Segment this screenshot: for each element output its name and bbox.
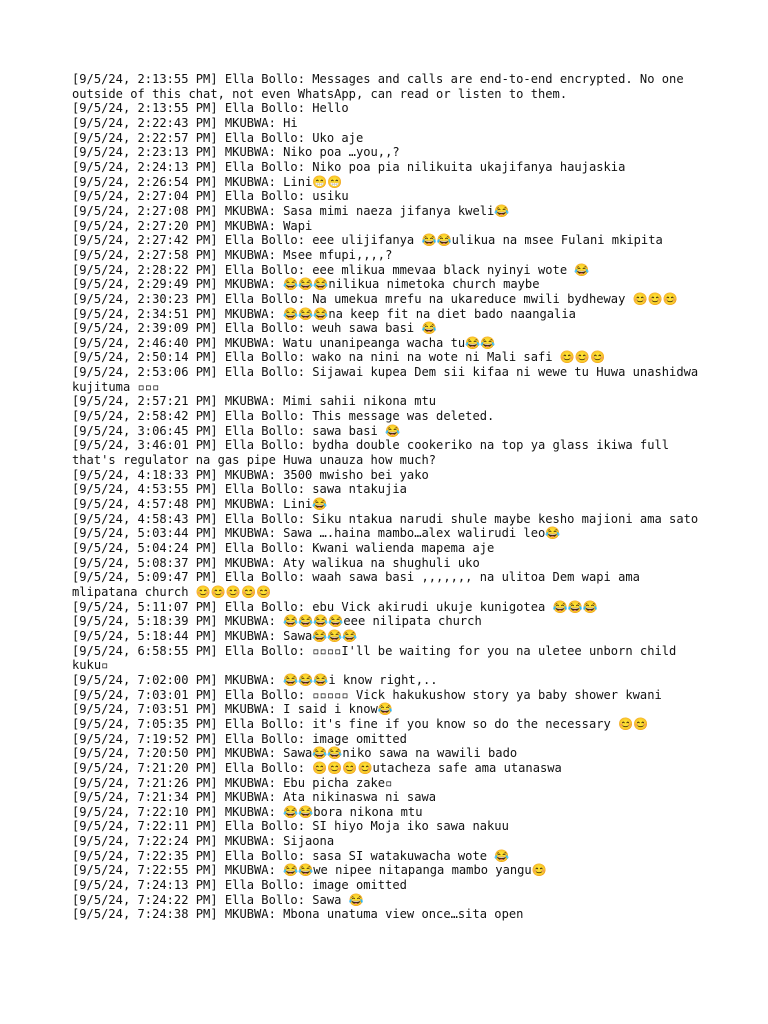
chat-line: [9/5/24, 2:24:13 PM] Ella Bollo: Niko poa pia nilikuita ukajifanya haujaskia bbox=[72, 159, 626, 174]
chat-line: [9/5/24, 7:05:35 PM] Ella Bollo: it's fine if you know so do the necessary 😊😊 bbox=[72, 716, 649, 731]
chat-line: [9/5/24, 2:58:42 PM] Ella Bollo: This message was deleted. bbox=[72, 409, 495, 424]
chat-line: [9/5/24, 7:02:00 PM] MKUBWA: 😂😂😂i know right,.. bbox=[72, 672, 438, 687]
chat-line: [9/5/24, 7:20:50 PM] MKUBWA: Sawa😂😂niko sawa na wawili bado bbox=[72, 746, 518, 761]
chat-line: [9/5/24, 2:26:54 PM] MKUBWA: Lini😁😁 bbox=[72, 174, 343, 189]
chat-line: [9/5/24, 2:27:04 PM] Ella Bollo: usiku bbox=[72, 189, 349, 204]
chat-line: [9/5/24, 7:22:10 PM] MKUBWA: 😂😂bora nikona mtu bbox=[72, 804, 423, 819]
chat-line: [9/5/24, 3:06:45 PM] Ella Bollo: sawa basi 😂 bbox=[72, 423, 401, 438]
chat-line: [9/5/24, 4:53:55 PM] Ella Bollo: sawa ntakujia bbox=[72, 482, 407, 497]
chat-line: [9/5/24, 2:30:23 PM] Ella Bollo: Na umekua mrefu na ukareduce mwili bydheway 😊😊😊 bbox=[72, 291, 678, 306]
chat-line: [9/5/24, 2:13:55 PM] Ella Bollo: Hello bbox=[72, 101, 349, 116]
chat-transcript bbox=[72, 72, 708, 922]
chat-line: [9/5/24, 5:09:47 PM] Ella Bollo: waah sawa basi ,,,,,,, na ulitoa Dem wapi ama mlipatana church 😊😊😊😊😊 bbox=[72, 570, 648, 599]
chat-line: [9/5/24, 2:57:21 PM] MKUBWA: Mimi sahii nikona mtu bbox=[72, 394, 437, 409]
chat-line: [9/5/24, 7:24:22 PM] Ella Bollo: Sawa 😂 bbox=[72, 892, 364, 907]
chat-line: [9/5/24, 6:58:55 PM] Ella Bollo: ▫▫▫▫I'll be waiting for you na uletee unborn child kuku▫ bbox=[72, 643, 684, 673]
chat-line: [9/5/24, 2:27:20 PM] MKUBWA: Wapi bbox=[72, 218, 313, 233]
chat-line: [9/5/24, 2:27:08 PM] MKUBWA: Sasa mimi naeza jifanya kweli😂 bbox=[72, 203, 510, 218]
chat-line: [9/5/24, 7:22:55 PM] MKUBWA: 😂😂we nipee nitapanga mambo yangu😊 bbox=[72, 863, 547, 878]
chat-line: [9/5/24, 7:03:01 PM] Ella Bollo: ▫▫▫▫▫ Vick hakukushow story ya baby shower kwani bbox=[72, 687, 662, 702]
chat-line: [9/5/24, 5:18:44 PM] MKUBWA: Sawa😂😂😂 bbox=[72, 628, 358, 643]
chat-line: [9/5/24, 7:21:34 PM] MKUBWA: Ata nikinaswa ni sawa bbox=[72, 790, 437, 805]
chat-line: [9/5/24, 2:13:55 PM] Ella Bollo: Messages and calls are end-to-end encrypted. No one outside of this chat, not even WhatsApp, can read or listen to them. bbox=[72, 72, 691, 101]
chat-line: [9/5/24, 5:18:39 PM] MKUBWA: 😂😂😂😂eee nilipata church bbox=[72, 614, 482, 629]
chat-line: [9/5/24, 4:18:33 PM] MKUBWA: 3500 mwisho bei yako bbox=[72, 467, 429, 482]
chat-line: [9/5/24, 5:04:24 PM] Ella Bollo: Kwani walienda mapema aje bbox=[72, 541, 495, 555]
chat-line: [9/5/24, 4:57:48 PM] MKUBWA: Lini😂 bbox=[72, 497, 328, 512]
chat-line: [9/5/24, 2:29:49 PM] MKUBWA: 😂😂😂nilikua nimetoka church maybe bbox=[72, 277, 540, 292]
chat-line: [9/5/24, 7:19:52 PM] Ella Bollo: image omitted bbox=[72, 731, 407, 746]
chat-line: [9/5/24, 2:23:13 PM] MKUBWA: Niko poa …you,,? bbox=[72, 145, 400, 160]
chat-line: [9/5/24, 7:22:35 PM] Ella Bollo: sasa SI watakuwacha wote 😂 bbox=[72, 848, 510, 863]
chat-line: [9/5/24, 2:27:58 PM] MKUBWA: Msee mfupi,,,,? bbox=[72, 247, 393, 262]
chat-line: [9/5/24, 2:27:42 PM] Ella Bollo: eee ulijifanya 😂😂ulikua na msee Fulani mkipita bbox=[72, 233, 663, 248]
chat-line: [9/5/24, 2:50:14 PM] Ella Bollo: wako na nini na wote ni Mali safi 😊😊😊 bbox=[72, 350, 606, 365]
chat-line: [9/5/24, 7:22:24 PM] MKUBWA: Sijaona bbox=[72, 834, 335, 849]
chat-line: [9/5/24, 2:53:06 PM] Ella Bollo: Sijawai kupea Dem sii kifaa ni wewe tu Huwa unashidwa kujituma ▫▫▫ bbox=[72, 365, 706, 394]
chat-line: [9/5/24, 2:22:43 PM] MKUBWA: Hi bbox=[72, 115, 298, 130]
chat-line: [9/5/24, 7:03:51 PM] MKUBWA: I said i know😂 bbox=[72, 702, 393, 717]
chat-line: [9/5/24, 2:34:51 PM] MKUBWA: 😂😂😂na keep fit na diet bado naangalia bbox=[72, 306, 576, 321]
chat-line: [9/5/24, 5:08:37 PM] MKUBWA: Aty walikua na shughuli uko bbox=[72, 555, 480, 570]
chat-line: [9/5/24, 7:21:20 PM] Ella Bollo: 😊😊😊😊utacheza safe ama utanaswa bbox=[72, 760, 562, 775]
chat-line: [9/5/24, 2:28:22 PM] Ella Bollo: eee mlikua mmevaa black nyinyi wote 😂 bbox=[72, 262, 590, 277]
chat-line: [9/5/24, 7:21:26 PM] MKUBWA: Ebu picha zake▫ bbox=[72, 775, 393, 790]
chat-line: [9/5/24, 7:24:38 PM] MKUBWA: Mbona unatuma view once…sita open bbox=[72, 907, 524, 922]
chat-line: [9/5/24, 7:24:13 PM] Ella Bollo: image omitted bbox=[72, 878, 407, 893]
chat-line: [9/5/24, 5:03:44 PM] MKUBWA: Sawa ….haina mambo…alex walirudi leo😂 bbox=[72, 526, 561, 541]
chat-line: [9/5/24, 5:11:07 PM] Ella Bollo: ebu Vick akirudi ukuje kunigotea 😂😂😂 bbox=[72, 599, 598, 614]
chat-line: [9/5/24, 2:39:09 PM] Ella Bollo: weuh sawa basi 😂 bbox=[72, 321, 437, 336]
chat-line: [9/5/24, 2:46:40 PM] MKUBWA: Watu unanipeanga wacha tu😂😂 bbox=[72, 335, 496, 350]
chat-line: [9/5/24, 3:46:01 PM] Ella Bollo: bydha double cookeriko na top ya glass ikiwa full that's regulator na gas pipe Huwa unauza how much? bbox=[72, 438, 677, 468]
chat-line: [9/5/24, 2:22:57 PM] Ella Bollo: Uko aje bbox=[72, 130, 364, 145]
chat-line: [9/5/24, 7:22:11 PM] Ella Bollo: SI hiyo Moja iko sawa nakuu bbox=[72, 819, 509, 834]
chat-line: [9/5/24, 4:58:43 PM] Ella Bollo: Siku ntakua narudi shule maybe kesho majioni ama sato bbox=[72, 511, 699, 526]
